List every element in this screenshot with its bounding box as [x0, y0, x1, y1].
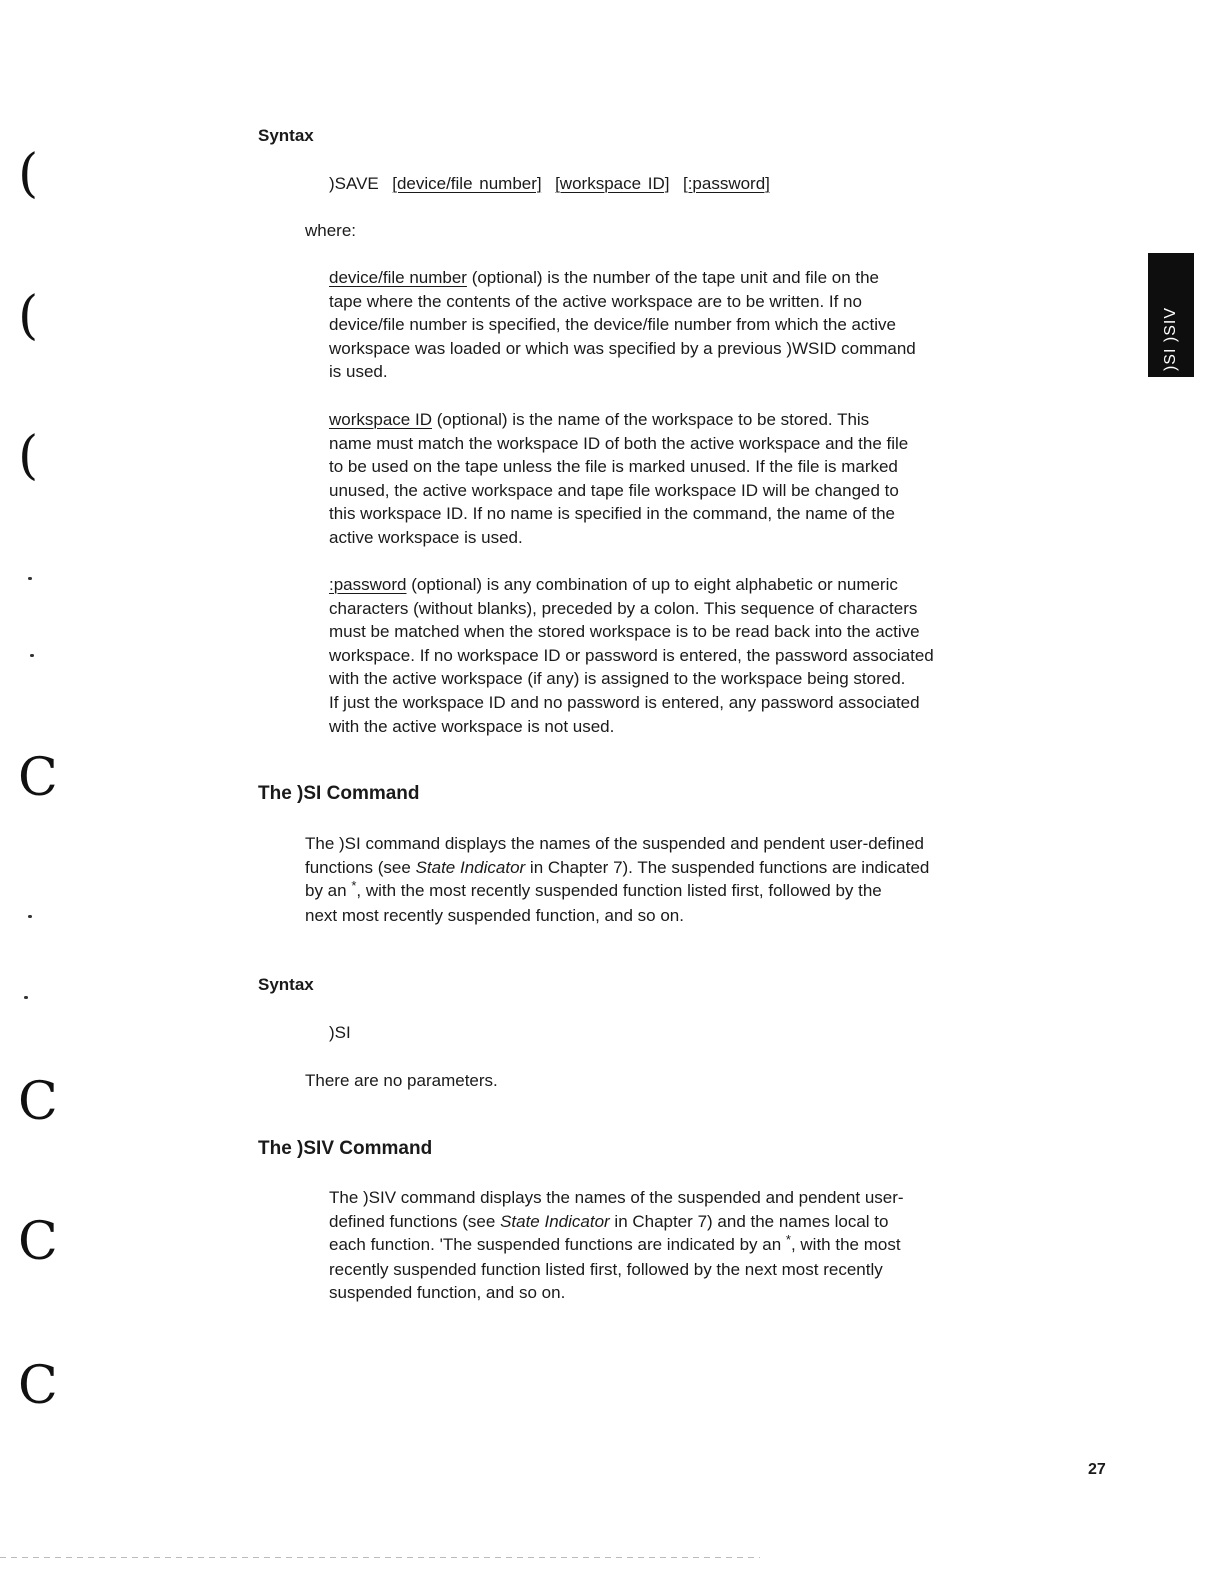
text-line: next most recently suspended function, and so on.: [305, 905, 684, 925]
siv-description: [329, 1186, 1029, 1305]
text-fragment: by an: [305, 881, 352, 901]
text-line: [329, 1233, 1029, 1258]
text-line: tape where the contents of the active workspace are to be written. If no: [329, 291, 862, 311]
text-line: [305, 856, 1025, 880]
text-fragment: in Chapter 7) and the names local to: [609, 1211, 889, 1231]
scan-artifact-line: [0, 1557, 760, 1558]
tab-label-text: )SI )SIV: [1162, 306, 1179, 371]
text-fragment: (optional) is the number of the tape unit and file on the: [466, 268, 880, 287]
save-param-password: [:password]: [682, 174, 770, 193]
save-command: )SAVE: [329, 174, 379, 193]
si-description: [305, 832, 1025, 927]
save-param-workspace: [workspace ID]: [555, 174, 670, 193]
text-fragment: in Chapter 7). The suspended functions are indicated: [525, 857, 930, 877]
si-no-parameters: There are no parameters.: [305, 1071, 498, 1090]
scan-speck: [28, 577, 32, 580]
password-param-description: [329, 573, 1029, 738]
text-line: active workspace is used.: [329, 527, 523, 547]
where-label: where:: [305, 221, 357, 240]
text-line: [329, 573, 1029, 597]
text-line: [329, 1210, 1029, 1234]
scan-speck: [30, 654, 34, 657]
asterisk-symbol: *: [351, 878, 357, 894]
text-fragment: defined functions (see: [329, 1211, 501, 1231]
text-fragment: (optional) is any combination of up to eight alphabetic or numeric: [406, 575, 898, 594]
state-indicator-reference: State Indicator: [415, 857, 526, 877]
text-line: to be used on the tape unless the file is marked unused. If the file is marked: [329, 457, 898, 477]
si-syntax: )SI: [329, 1023, 351, 1042]
device-param-description: [329, 266, 1029, 384]
si-command-heading: The )SI Command: [258, 783, 420, 804]
text-line: device/file number is specified, the device/file number from which the active: [329, 315, 896, 335]
password-param-term: :password: [329, 575, 407, 594]
section-thumb-tab-label: [1148, 253, 1194, 377]
binding-mark: C: [18, 1356, 58, 1416]
scan-speck: [24, 996, 28, 999]
binding-mark: C: [18, 748, 58, 808]
text-fragment: each function. 'The suspended functions are indicated by an: [329, 1235, 786, 1255]
text-line: with the active workspace is not used.: [329, 716, 615, 736]
workspace-param-term: workspace ID: [329, 410, 432, 429]
siv-command-heading: The )SIV Command: [258, 1138, 433, 1159]
text-line: name must match the workspace ID of both the active workspace and the file: [329, 433, 909, 453]
state-indicator-reference: State Indicator: [500, 1211, 610, 1231]
text-line: The )SIV command displays the names of the suspended and pendent user-: [329, 1188, 904, 1207]
text-line: [305, 879, 1025, 904]
text-line: workspace was loaded or which was specified by a previous )WSID command: [329, 338, 916, 358]
text-line: is used.: [329, 362, 388, 382]
text-line: unused, the active workspace and tape file workspace ID will be changed to: [329, 480, 899, 500]
text-line: must be matched when the stored workspace is to be read back into the active: [329, 622, 920, 642]
text-fragment: , with the most recently suspended function listed first, followed by the: [356, 881, 882, 901]
text-line: If just the workspace ID and no password is entered, any password associated: [329, 692, 920, 712]
binding-mark: (: [18, 144, 39, 204]
workspace-param-description: [329, 408, 1029, 550]
device-param-term: device/file number: [329, 268, 467, 287]
si-syntax-heading: Syntax: [258, 975, 314, 994]
asterisk-symbol: *: [785, 1232, 791, 1248]
binding-mark: (: [18, 426, 39, 486]
text-line: this workspace ID. If no name is specified in the command, the name of the: [329, 504, 896, 524]
binding-mark: C: [18, 1212, 58, 1272]
text-fragment: functions (see: [305, 857, 416, 877]
text-line: [329, 408, 1029, 432]
save-syntax-heading: Syntax: [258, 126, 314, 145]
binding-mark: (: [18, 286, 39, 346]
page-number: 27: [1088, 1461, 1106, 1478]
text-line: [329, 266, 1029, 290]
text-line: characters (without blanks), preceded by a colon. This sequence of characters: [329, 598, 918, 618]
text-line: suspended function, and so on.: [329, 1283, 566, 1303]
text-line: with the active workspace (if any) is assigned to the workspace being stored.: [329, 669, 906, 689]
save-param-device: [device/file number]: [392, 174, 542, 193]
text-fragment: , with the most: [790, 1235, 901, 1255]
save-syntax-line: [329, 172, 770, 196]
text-line: recently suspended function listed first, followed by the next most recently: [329, 1259, 883, 1279]
text-line: The )SI command displays the names of the suspended and pendent user-defined: [305, 834, 924, 853]
scan-speck: [28, 915, 32, 918]
binding-mark: C: [18, 1072, 58, 1132]
text-line: workspace. If no workspace ID or password is entered, the password associated: [329, 645, 934, 665]
text-fragment: (optional) is the name of the workspace to be stored. This: [431, 410, 870, 429]
